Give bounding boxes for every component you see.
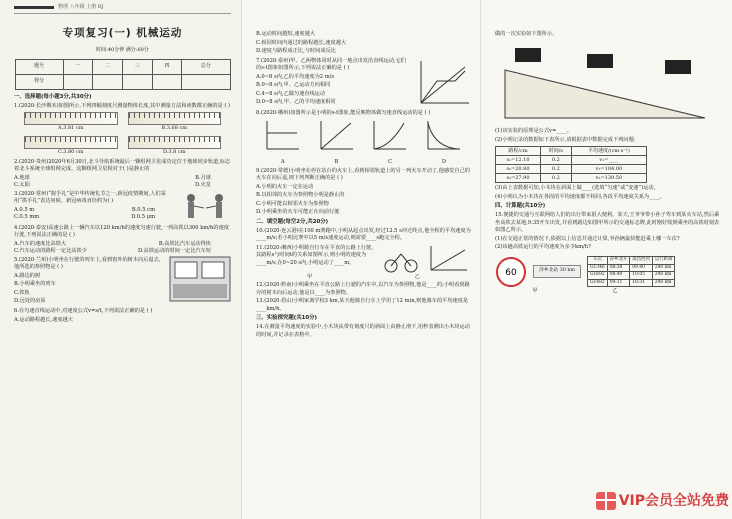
option: C.太阳	[14, 182, 30, 189]
ruler-a	[24, 112, 118, 125]
option: C.相同时间内通过的路程越长,速度越大	[256, 39, 347, 46]
ruler-figures	[24, 112, 221, 157]
question-9: 9.(2020·常德)小明坐在停在站台的火车上,看到相邻轨道上的另一列火车开动了,他感觉自己的火车在向后退,则下列判断正确的是 ( )	[256, 167, 470, 182]
graph-label: C	[388, 159, 393, 166]
question-4: 4.(2020·泰安)高速公路上一辆汽车以120 km/h的速度匀速行驶,一列高铁以300 km/h的速度行驶,下列说法正确的是 ( )	[14, 224, 229, 239]
option: C.汽车运动的路程一定比高铁少	[14, 248, 87, 255]
ruler-c	[24, 136, 118, 149]
graph-a	[263, 119, 303, 157]
graph-b	[317, 119, 357, 157]
option: B.运动时间越短,速度越大	[256, 31, 315, 37]
ruler-b	[128, 112, 222, 125]
page-middle	[241, 0, 481, 519]
ruler-a-label: A.3.81 cm	[58, 125, 84, 132]
traffic-figures	[495, 256, 723, 288]
graph-label: D	[441, 159, 447, 166]
option: A.汽车的速度比高铁大	[14, 240, 67, 247]
exam-meta: 时间:40分钟 满分:60分	[96, 47, 149, 54]
question-1: 1.(2020·长沙期末)如图所示,下列四幅刻度尺测量物体长度,其中测量方法和读数都正确的是 ( )	[14, 102, 231, 109]
option: C.0.5 mm	[14, 214, 40, 221]
question-3: 3.(2020·常州)“握手礼”是中华传统礼节之一,新冠疫情期间,人们采用“拱手礼”表达问候。新冠病毒直径约为( )	[14, 190, 166, 205]
table-row: G1482 09:11 10:31 240 km	[588, 279, 675, 286]
question-15: 15.便捷的交通与互联网给人们的出行带来很大便利。某天,王爷爷带小孙子驾车到某火车站,然后乘坐高铁去某地,9:35开车出发,并看到路边如图甲所示的交通标志牌,此时刚好收到乘坐的高铁时刻表如图乙所示。	[495, 212, 720, 234]
option: A.0.5 m	[14, 206, 35, 213]
option: D.0~8 s内,甲、乙的平均速度相同	[256, 99, 336, 106]
score-head-0: 题号	[15, 59, 63, 74]
speed-limit-sign	[495, 256, 527, 288]
page-title: 专项复习(一) 机械运动	[62, 27, 183, 40]
graph-c	[370, 119, 410, 157]
handshake-illustration	[179, 190, 231, 224]
figure-label: 乙	[612, 287, 618, 294]
section-fill: 二、填空题(每空2分,共20分)	[256, 218, 329, 225]
option: D.速度与路程成正比,与时间成反比	[256, 48, 336, 55]
option: D.远处的房屋	[14, 298, 46, 305]
score-row-label: 得分	[15, 74, 63, 89]
score-head-5: 总分	[182, 59, 230, 74]
graph-label: B	[334, 159, 339, 166]
score-table	[15, 59, 231, 90]
question-12: 12.(2020·黔南)小明乘坐在平直公路上行驶的汽车中,以汽车为参照物,他是____的;小明看到路旁的树木向后运动,他是以____为参照物。	[256, 282, 470, 296]
graph-d	[424, 119, 464, 157]
graph-options	[256, 119, 471, 157]
question-15-a: (1)在交通正常的情况下,依据以上信息并通过计算,爷孙俩最快能赶乘上哪一车次?	[495, 235, 680, 242]
table-row: s₃=27.90 0.2 v₃=139.50	[496, 174, 647, 183]
option: D.0.5 μm	[131, 214, 155, 221]
ruler-d-label: D.3.8 cm	[162, 149, 186, 156]
speed-table-header: 时间/s	[540, 147, 571, 156]
score-head-1: 一	[63, 59, 93, 74]
option: B.小明乘坐的列车	[14, 281, 56, 288]
option: B.以相邻的火车为参照物小明是静止的	[256, 192, 345, 199]
section-experiment: 三、实验探究题(共10分)	[256, 315, 317, 322]
option: A.运动路程越长,速度越大	[14, 316, 73, 323]
graph-label: A	[280, 159, 285, 166]
table-row: G1692 08:49 10:05 240 km	[588, 272, 675, 279]
table-row: s₁=12.10 0.2 v₁=____	[496, 156, 647, 165]
ruler-c-label: C.3.80 cm	[57, 149, 84, 156]
question-14-a: (1)该实验的原理是公式v=____。	[495, 128, 572, 135]
speed-table-header: 平均速度/(cm·s⁻¹)	[571, 147, 646, 156]
question-14: 14.在测量平均速度的实验中,小木块从带有刻度尺的斜面上由静止滑下,用秒表测出小木块运动的时间,并记录在表格中。	[256, 324, 470, 338]
table-row: s₂=20.80 0.2 v₂=104.00	[496, 165, 647, 174]
question-11: 11.(2020·湘西)小明骑自行车在平直的公路上行驶,其路程s与时间t的关系如图所示,则小明的速度为____m/s,在0~20 s内,小明运动了____m。	[256, 244, 373, 266]
question-8: 8.(2020·郴州)如图所示是小明的s-t图象,能反映物体做匀速直线运动的是 ( )	[256, 109, 431, 116]
header-text: 物理 八年级 上册 RJ	[58, 4, 104, 10]
train-window-illustration	[169, 256, 231, 302]
table-row: G1346 08:38 09:40 240 km	[588, 264, 675, 271]
page-header	[14, 4, 231, 14]
question-5: 5.(2020·兰州)小明坐在行驶的列车上,看到窗外的树木向后退去,他所选的参照物是 ( )	[14, 256, 161, 271]
option: B.高铁比汽车运动得快	[158, 240, 211, 247]
figure-label: 甲	[307, 273, 313, 280]
option: C.4~8 s内,乙做匀速直线运动	[256, 90, 326, 97]
ruler-b-label: B.3.68 cm	[161, 125, 188, 132]
option: B.0~8 s内,甲、乙运动方向相同	[256, 82, 331, 89]
question-14-b: (2)小明记录的数据如下表所示,请根据表中数据完成下列问题:	[495, 136, 636, 143]
question-2: 2.(2020·贵州)2020年6月30日,北斗导航系统最后一颗组网卫星成功定位于地球同步轨道,标志着北斗系统全球组网完成。这颗组网卫星相对于( )是静止的	[14, 158, 231, 173]
speed-table	[495, 146, 647, 183]
option: A.路边的树	[14, 272, 41, 279]
option: B.月球	[195, 174, 211, 181]
figure-label: 甲	[532, 287, 538, 294]
question-6: 6.在匀速直线运动中,对速度公式v=s/t,下列说法正确的是 ( )	[14, 308, 153, 315]
vip-badge[interactable]	[596, 491, 729, 511]
option: B.0.5 cm	[131, 206, 155, 213]
question-15-b: (2)该趟高铁运行的平均速度为多少km/h?	[495, 244, 591, 251]
option: C.小明可能以相邻火车为参照物	[256, 200, 329, 207]
incline-ruler-figure	[495, 40, 715, 124]
speed-limit-value: 60	[505, 267, 517, 278]
page-right	[480, 0, 732, 519]
st-graph-figure	[415, 57, 471, 109]
option: D.高铁运动的时间一定比汽车短	[137, 248, 211, 255]
ruler-d	[128, 136, 222, 149]
figure-label: 乙	[414, 273, 420, 280]
question-13: 13.(2020·眉山)小明家离学校3 km,某天他骑自行车上学用了12 min,则他骑车的平均速度是____km/h。	[256, 298, 469, 312]
option: D.火星	[195, 182, 211, 189]
option: D.小明乘坐的火车可能正在向前行驶	[256, 209, 340, 216]
score-head-3: 三	[122, 59, 152, 74]
page-left	[0, 0, 241, 519]
option: A.地球	[14, 174, 30, 181]
vip-text: VIP会员全站免费	[618, 492, 729, 509]
cyclist-figure	[379, 244, 423, 274]
question-10: 10.(2020·连云港)在100 m赛跑中,小明从起点出发,经过12.5 s冲过终点,他全程的平均速度为____m/s;若小明比赛中以5 m/s速度运动,则需要____s跑完全程。	[256, 227, 471, 242]
score-head-4: 四	[152, 59, 182, 74]
st-small-graph	[427, 244, 471, 274]
gift-icon	[596, 492, 616, 510]
option: C.铁轨	[14, 289, 30, 296]
distance-sign: 萍乡北站 30 km	[533, 265, 581, 278]
continued-text: 做的一次实验如下图所示。	[495, 31, 558, 37]
section-choice: 一、选择题(每小题3分,共30分)	[14, 93, 92, 100]
question-7: 7.(2020·泰州)甲、乙两物体同时从同一地点出发沿直线运动,它们的s-t图象如图所示,下列说法正确的是 ( )	[256, 57, 406, 72]
train-timetable: 车次 萍乡北开 南昌西到 运行距离 G1346 08:38 09:40 240 km G1692 08:49 10:05 240 km G1482 09:11 10:31 240 km	[587, 256, 675, 287]
option: A.小明的火车一定在运动	[256, 183, 314, 190]
speed-table-header: 路程/cm	[496, 147, 541, 156]
question-14-d: (4)小明认为小木块在各段的平均速度都不相同,各段平均速度关系为____。	[495, 193, 665, 200]
score-head-2: 二	[93, 59, 123, 74]
option: A.0~8 s内,乙的平均速度为2 m/s	[256, 73, 335, 80]
section-calc: 四、计算题(共10分)	[495, 203, 546, 210]
question-14-c: (3)由上表数据可知,小木块在斜面上做____(选填“匀速”或“变速”)运动。	[495, 185, 659, 192]
